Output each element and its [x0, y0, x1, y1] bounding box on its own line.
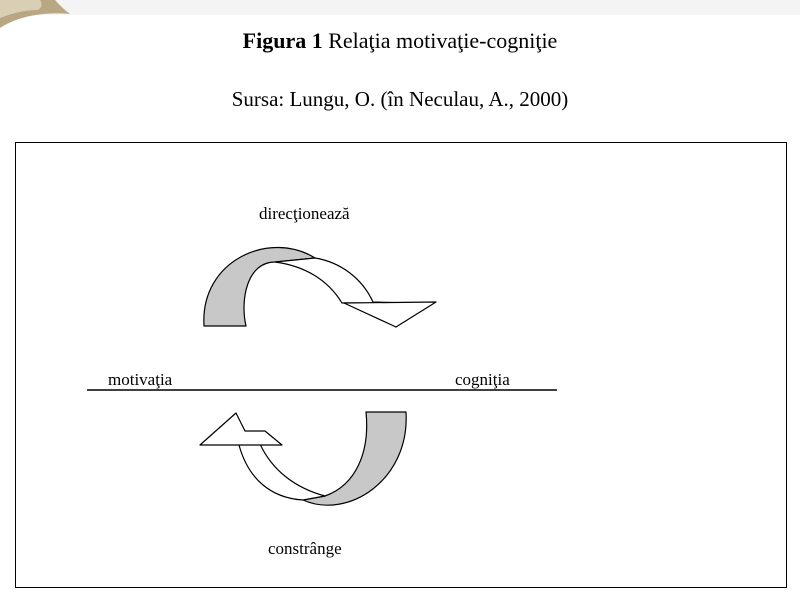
figure-source: Sursa: Lungu, O. (în Neculau, A., 2000): [231, 87, 569, 111]
figure-title-text: Relaţia motivaţie-cogniţie: [328, 28, 558, 53]
right-node-label: cogniţia: [455, 370, 510, 389]
top-arrow-head: [344, 302, 436, 327]
bottom-arrow-front-ribbon: [239, 444, 325, 500]
bottom-arrow-head: [200, 413, 282, 445]
bottom-relation-label: constrânge: [268, 539, 342, 558]
figure-label: Figura 1: [242, 28, 323, 53]
left-node-label: motivaţia: [108, 370, 173, 389]
bottom-arrow-back-ribbon: [303, 412, 406, 505]
top-relation-label: direcţionează: [259, 204, 350, 223]
